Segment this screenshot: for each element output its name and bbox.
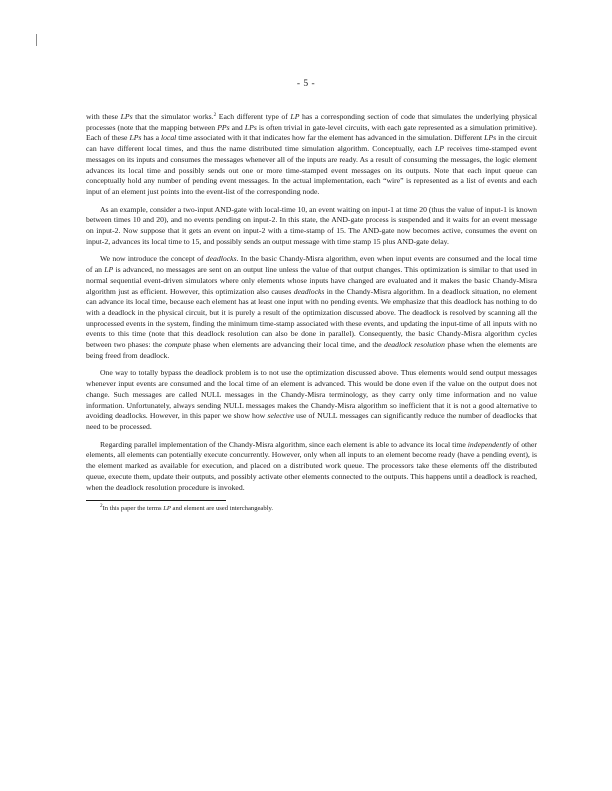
text-run: As an example, consider a two-input AND-gate with local-time 10, an event waiting on input-1 at time 20 (thus the value of input-1 is known between times 10 and 20), and no events pending on input-2. In this state, the AND-gate process is suspended and it waits for an event message on input-2. Now suppose that it gets an event on input-2 with a time-stamp of 15. The AND-gate now becomes active, consumes the event on input-2, advances its local time to 15, and possibly sends an output message with time stamp 15 plus AND-gate delay. (86, 204, 537, 246)
text-run: has a (141, 133, 161, 143)
text-run: in the Chandy-Misra algorithm. In a deadlock situation, no element can advance its local time, because each element has at least one input with no pending events. We emphasize that this deadlock has nothing to do with a deadlock in the physical circuit, but it is purely a result of the optimization discussed above. The deadlock is resolved by scanning all the unprocessed events in the system, finding the minimum time-stamp associated with these events, and updating the input-time of all inputs with no events to this time (note that this deadlock resolution can also be done in parallel). Consequently, the basic Chandy-Misra algorithm cycles between two phases: the (86, 286, 537, 350)
emphasis: deadlocks (293, 286, 325, 296)
text-run: Each different type of (216, 112, 291, 121)
page-number: - 5 - (296, 79, 316, 89)
text-run: One way to totally bypass the deadlock problem is to not use the optimization discussed above. Thus elements would send output messages whenever input events are consumed and the local time of an element is advanced. This would be done even if the value on the output does not change. Such messages are called NULL messages in the Chandy-Misra terminology, as they carry only time information and no value information. Unfortunately, always sending NULL messages makes the Chandy-Misra algorithm so inefficient that it is not a good alternative to avoiding deadlocks. However, in this paper we show how (86, 368, 537, 421)
body-text (86, 112, 537, 513)
text-run: has a corresponding section of code that simulates the underlying physical processes (note that the mapping between (86, 112, 537, 132)
paragraph-1 (86, 112, 537, 198)
text-run: and (229, 122, 245, 132)
footnote-marker: 2 (100, 503, 103, 510)
emphasis: selective (267, 411, 294, 421)
emphasis: LPs (129, 133, 142, 143)
text-run: use of NULL messages can significantly reduce the number of deadlocks that need to be processed. (86, 411, 537, 431)
text-run: We now introduce the concept of (100, 254, 206, 264)
emphasis: deadlock resolution (384, 340, 445, 350)
margin-mark (36, 34, 37, 46)
text-run: and element are used interchangeably. (170, 505, 273, 513)
emphasis: LPs (484, 133, 497, 143)
emphasis: LP (104, 265, 114, 275)
text-run: is advanced, no messages are sent on an output line unless the value of that output changes. This optimization is similar to that used in normal sequential event-driven simulators where only elements whose inputs have changed are evaluated and it makes the basic Chandy-Misra algorithm just as efficient. However, this optimization also causes (86, 265, 537, 296)
emphasis: deadlocks (205, 254, 237, 264)
emphasis: compute (164, 340, 191, 350)
paragraph-3 (86, 254, 537, 361)
emphasis: PPs (217, 122, 230, 132)
emphasis: LP (290, 112, 300, 121)
paragraph-2 (86, 205, 537, 248)
text-run: of other elements, all elements can potentially execute concurrently. However, only when all inputs to an element become ready (have a pending event), is the element marked as available for execution, and placed on a distributed work queue. The processors take these elements off the distributed queue, execute them, update their outputs, and possibly activate other elements connected to the outputs. This happens until a deadlock is reached, when the deadlock resolution procedure is invoked. (86, 439, 537, 492)
footnote-marker: 2 (213, 112, 217, 118)
paragraph-4 (86, 368, 537, 432)
text-run: phase when the elements are being freed from deadlock. (86, 340, 537, 360)
text-run: time associated with it that indicates how far the element has advanced in the simulation. Different (176, 133, 485, 143)
text-run: is often trivial in gate-level circuits, with each gate represented as a simulation primitive). Each of these (86, 122, 537, 143)
text-run: in the circuit can have different local times, and thus the name distributed time simulation algorithm. Conceptually, each (86, 133, 537, 154)
emphasis: LP (163, 505, 171, 513)
footnote (86, 504, 537, 513)
text-run: that the simulator works. (132, 112, 214, 121)
paragraph-5 (86, 440, 537, 494)
text-run: with these (86, 112, 121, 121)
emphasis: local (160, 133, 177, 143)
text-run: In this paper the terms (102, 505, 164, 513)
emphasis: independently (467, 439, 511, 449)
emphasis: LP (435, 144, 444, 154)
footnote-rule (86, 500, 226, 501)
text-run: phase when elements are advancing their local time, and the (190, 340, 384, 350)
text-run: receives time-stamped event messages on its inputs and consumes the messages whenever all of the inputs are ready. As a result of consuming the messages, the logic element advances its local time and possibly sends out one or more time-stamped event messages on its outputs. Note that each input queue can conceptually hold any number of pending event messages. In the actual implementation, each “wire” is represented as a list of events and each input of an element just points into the event-list of the corresponding node. (86, 144, 537, 196)
text-run: . In the basic Chandy-Misra algorithm, even when input events are consumed and the local time of an (86, 254, 537, 275)
text-run: Regarding parallel implementation of the Chandy-Misra algorithm, since each element is able to advance its local time (100, 439, 468, 449)
emphasis: LPs (120, 112, 133, 121)
emphasis: LPs (244, 122, 257, 132)
